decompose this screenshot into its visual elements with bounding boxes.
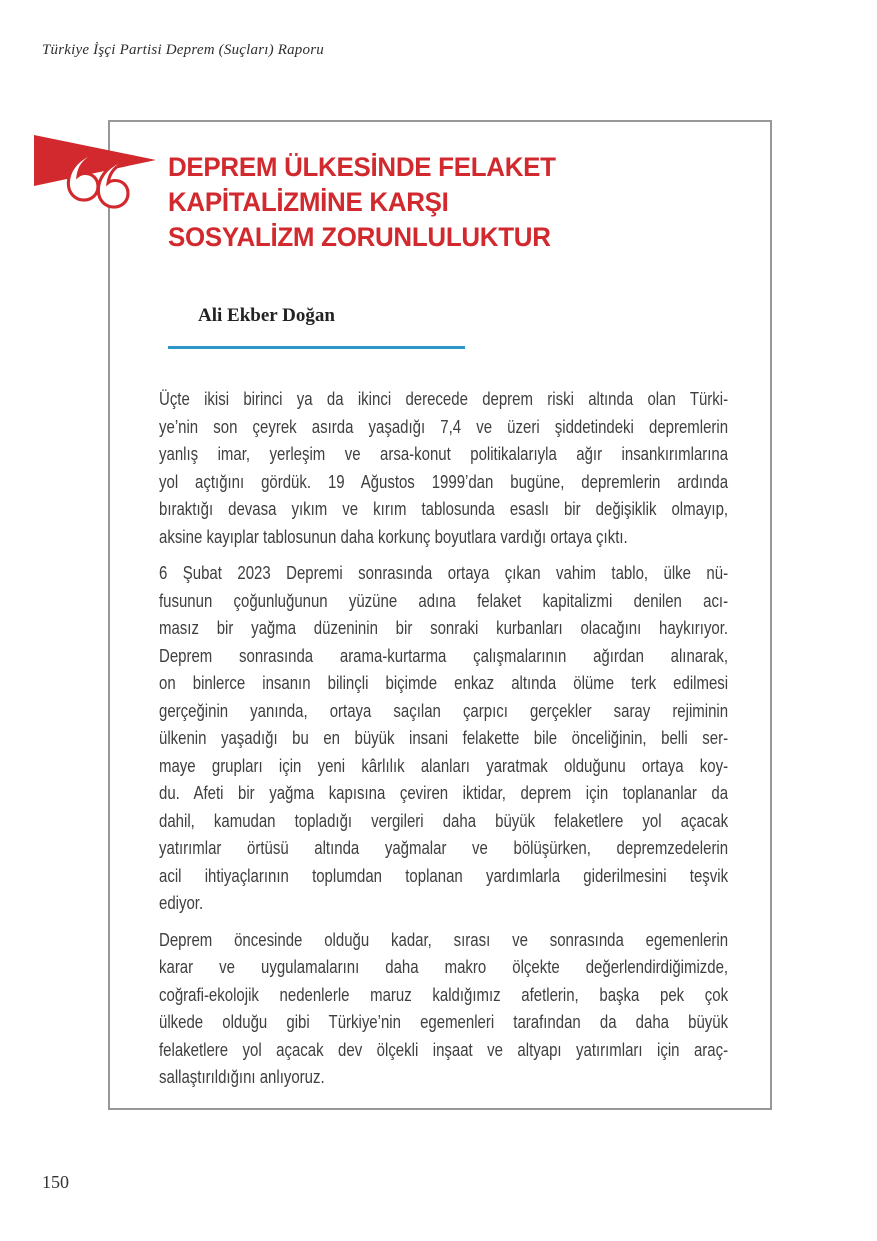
body-text — [159, 386, 728, 1101]
paragraph — [159, 560, 728, 918]
paragraph-line: 6 Şubat 2023 Depremi sonrasında ortaya çıkan vahim tablo, ülke nü- — [159, 563, 729, 583]
paragraph — [159, 386, 728, 551]
paragraph-line: Deprem öncesinde olduğu kadar, sırası ve sonrasında egemenlerin — [159, 929, 729, 950]
author-name: Ali Ekber Doğan — [198, 305, 335, 326]
paragraph-line: on binlerce insanın bilinçli biçimde enkaz altında ölüme terk edilmesi — [159, 673, 729, 693]
paragraph-line: yol açtığını gördük. 19 Ağustos 1999’dan bugüne, depremlerin ardında — [159, 471, 729, 492]
paragraph-line: sallaştırıldığını anlıyoruz. — [159, 1067, 325, 1087]
paragraph-line: aksine kayıplar tablosunun daha korkunç boyutlara vardığı ortaya çıktı. — [159, 526, 628, 547]
paragraph-line: ülkede olduğu gibi Türkiye’nin egemenleri tarafından da daha büyük — [159, 1012, 729, 1032]
paragraph-line: masız bir yağma düzeninin bir sonraki kurbanları olacağını haykırıyor. — [159, 618, 729, 638]
paragraph-line: gerçeğinin yanında, ortaya saçılan çarpıcı gerçekler saray rejiminin — [159, 700, 729, 721]
paragraph-line: yanlış imar, yerleşim ve arsa-konut politikalarıyla ağır insankırımlarına — [159, 444, 729, 464]
page-number: 150 — [42, 1172, 69, 1192]
paragraph-line: Üçte ikisi birinci ya da ikinci derecede deprem riski altında olan Türki- — [159, 389, 729, 409]
article-title-line: DEPREM ÜLKESİNDE FELAKET — [168, 152, 556, 182]
article-title — [168, 150, 556, 255]
paragraph-line: ye’nin son çeyrek asırda yaşadığı 7,4 ve üzeri şiddetindeki depremlerin — [159, 416, 729, 437]
article-title-line: SOSYALİZM ZORUNLULUKTUR — [168, 222, 551, 252]
paragraph — [159, 927, 728, 1092]
paragraph-line: ülkenin yaşadığı bu en büyük insani felakette bile önceliğinin, belli ser- — [159, 728, 729, 748]
article-title-line: KAPİTALİZMİNE KARŞI — [168, 187, 449, 217]
paragraph-line: Deprem sonrasında arama-kurtarma çalışmalarının ağırdan alınarak, — [159, 645, 729, 666]
paragraph-line: acil ihtiyaçlarının toplumdan toplanan yardımlarla giderilmesini teşvik — [159, 865, 729, 886]
paragraph-line: coğrafi-ekolojik nedenlerle maruz kaldığımız afetlerin, başka pek çok — [159, 984, 729, 1005]
paragraph-line: ediyor. — [159, 893, 204, 913]
paragraph-line: felaketlere yol açacak dev ölçekli inşaat ve altyapı yatırımları için araç- — [159, 1039, 729, 1060]
author-rule-divider — [168, 346, 465, 349]
quote-flag-icon — [32, 128, 182, 243]
running-header: Türkiye İşçi Partisi Deprem (Suçları) Raporu — [42, 42, 324, 58]
paragraph-line: yatırımlar örtüsü altında yağmalar ve bölüşürken, depremzedelerin — [159, 838, 729, 858]
paragraph-line: fusunun çoğunluğunun yüzüne adına felaket kapitalizmi denilen acı- — [159, 590, 729, 611]
paragraph-line: karar ve uygulamalarını daha makro ölçekte değerlendirdiğimizde, — [159, 957, 729, 977]
paragraph-line: bıraktığı devasa yıkım ve kırım tablosunda esaslı bir değişiklik olmayıp, — [159, 499, 729, 519]
paragraph-line: du. Afeti bir yağma kapısına çeviren iktidar, deprem için toplananlar da — [159, 783, 729, 803]
paragraph-line: maye grupları için yeni kârlılık alanları yaratmak olduğunu ortaya koy- — [159, 755, 729, 776]
paragraph-line: dahil, kamudan topladığı vergileri daha büyük felaketlere yol açacak — [159, 810, 729, 831]
